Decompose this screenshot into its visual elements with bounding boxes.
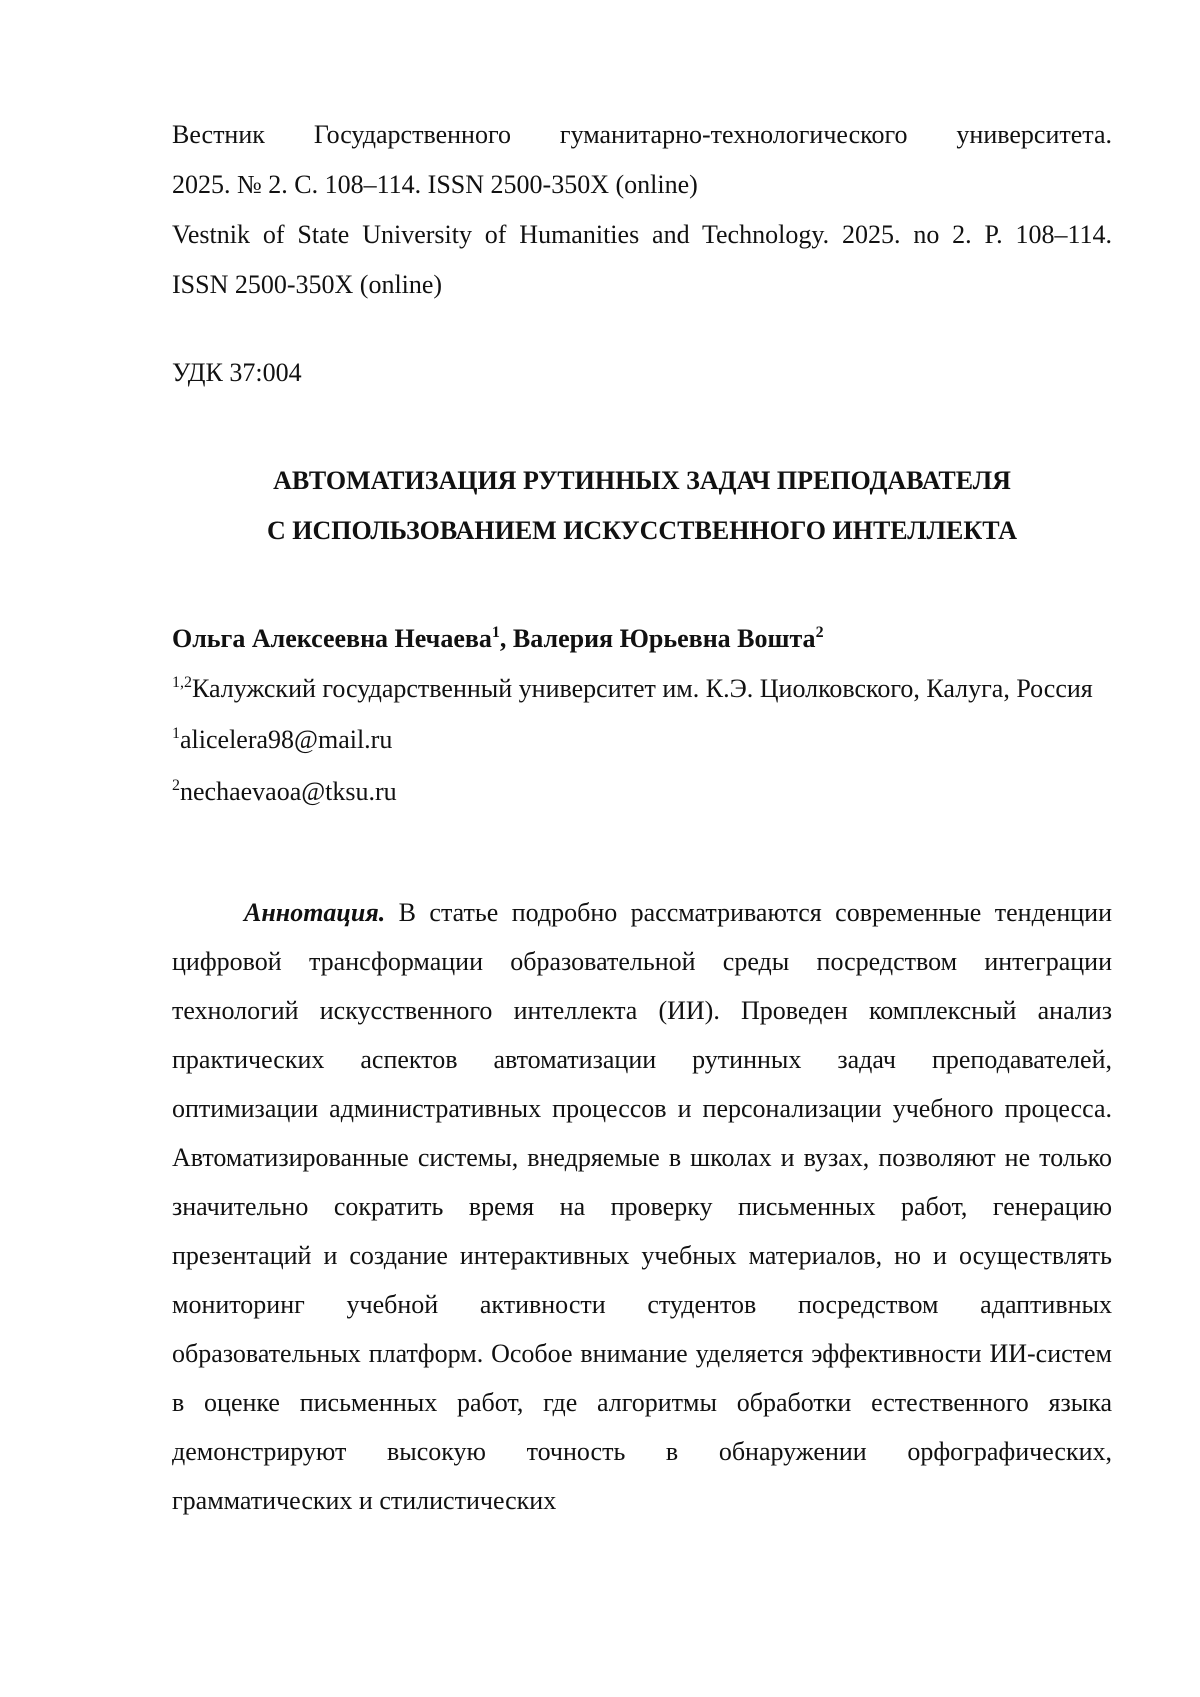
authors-line bbox=[172, 614, 1112, 664]
udk-code: УДК 37:004 bbox=[172, 348, 1112, 398]
citation-ru-line-1: Вестник Государственного гуманитарно-технологического университета. bbox=[172, 110, 1112, 160]
citation-ru-line-2: 2025. № 2. С. 108–114. ISSN 2500-350X (online) bbox=[172, 160, 1112, 210]
emails-block bbox=[172, 714, 1112, 818]
abstract-text: В статье подробно рассматриваются современные тенденции цифровой трансформации образовательной среды посредством интеграции технологий искусственного интеллекта (ИИ). Проведен комплексный анализ практических аспектов автоматизации рутинных задач преподавателей, оптимизации административных процессов и персонализации учебного процесса. Автоматизированные системы, внедряемые в школах и вузах, позволяют не только значительно сократить время на проверку письменных работ, генерацию презентаций и создание интерактивных учебных материалов, но и осуществлять мониторинг учебной активности студентов посредством адаптивных образовательных платформ. Особое внимание уделяется эффективности ИИ-систем в оценке письменных работ, где алгоритмы обработки естественного языка демонстрируют высокую точность в обнаружении орфографических, грамматических и стилистических bbox=[172, 898, 1112, 1515]
author-2-sup: 2 bbox=[816, 624, 824, 641]
article-title bbox=[172, 456, 1112, 556]
authors-separator: , bbox=[500, 624, 513, 653]
author-1-sup: 1 bbox=[492, 624, 500, 641]
affiliation bbox=[172, 664, 1112, 714]
article-page bbox=[172, 110, 1112, 1525]
email-1-sup: 1 bbox=[172, 725, 180, 742]
citation-en-line-2: ISSN 2500-350X (online) bbox=[172, 260, 1112, 310]
citation-en-line-1: Vestnik of State University of Humanities and Technology. 2025. no 2. P. 108–114. bbox=[172, 210, 1112, 260]
article-title-line-2: С ИСПОЛЬЗОВАНИЕМ ИСКУССТВЕННОГО ИНТЕЛЛЕКТА bbox=[172, 506, 1112, 556]
affiliation-text: Калужский государственный университет им. К.Э. Циолковского, Калуга, Россия bbox=[192, 674, 1093, 703]
author-1-name: Ольга Алексеевна Нечаева bbox=[172, 624, 492, 653]
email-2-address: nechaevaoa@tksu.ru bbox=[180, 777, 397, 806]
email-item bbox=[172, 714, 1112, 766]
author-2-name: Валерия Юрьевна Вошта bbox=[513, 624, 816, 653]
citation-block bbox=[172, 110, 1112, 310]
email-item bbox=[172, 766, 1112, 818]
email-1-address: alicelera98@mail.ru bbox=[180, 725, 392, 754]
abstract bbox=[172, 888, 1112, 1525]
article-title-line-1: АВТОМАТИЗАЦИЯ РУТИННЫХ ЗАДАЧ ПРЕПОДАВАТЕЛЯ bbox=[172, 456, 1112, 506]
affiliation-sup: 1,2 bbox=[172, 674, 192, 691]
abstract-label: Аннотация. bbox=[244, 898, 385, 927]
email-2-sup: 2 bbox=[172, 777, 180, 794]
